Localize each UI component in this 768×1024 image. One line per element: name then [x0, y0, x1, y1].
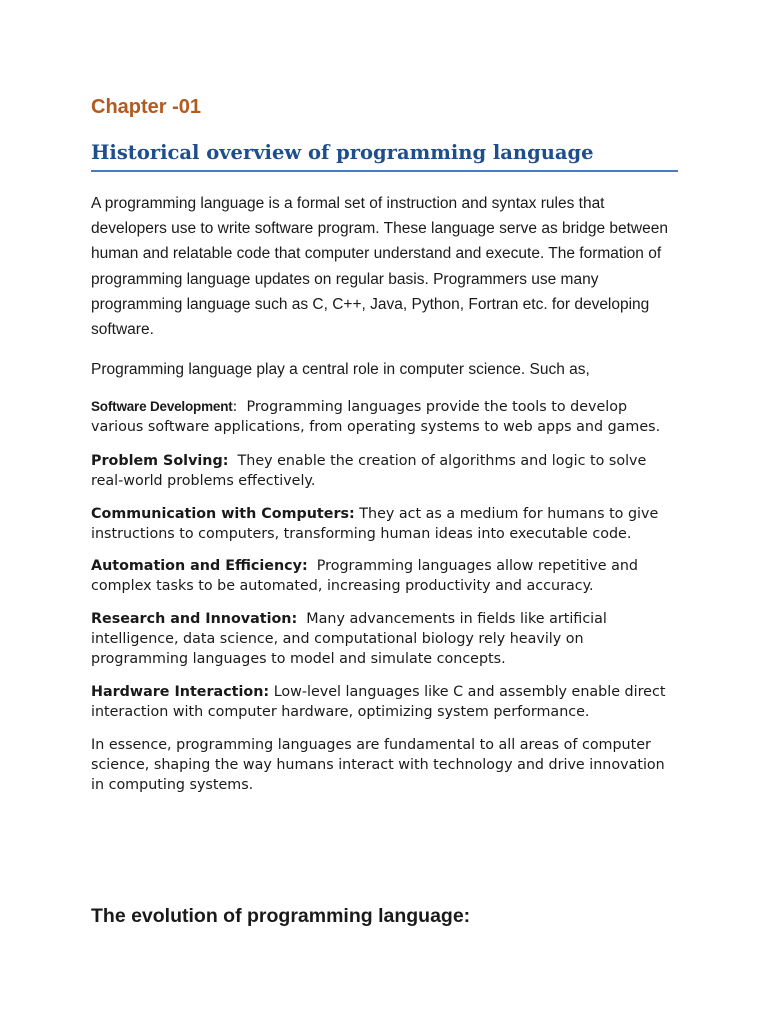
role-term: Software Development: [91, 399, 233, 414]
role-item-software-development: [91, 397, 681, 437]
role-text: Programming languages provide the tools to develop various software applications, from operating systems to web apps and games.: [91, 399, 661, 435]
role-item-communication: [91, 504, 681, 544]
chapter-label: Chapter -01: [91, 96, 202, 118]
role-item-automation: [91, 556, 681, 596]
essence-paragraph: In essence, programming languages are fundamental to all areas of computer science, shaping the way humans interact with technology and drive innovation in computing systems.: [91, 737, 665, 793]
role-term: Communication with Computers:: [91, 506, 355, 522]
lead-sentence: Programming language play a central role in computer science. Such as,: [91, 361, 590, 378]
role-text: They act as a medium for humans to give instructions to computers, transforming human ideas into executable code.: [91, 506, 659, 542]
role-text: They enable the creation of algorithms and logic to solve real-world problems effectively.: [91, 453, 647, 489]
role-term: Automation and Efficiency:: [91, 558, 308, 574]
page-title: Historical overview of programming language: [91, 139, 678, 172]
role-term: Problem Solving:: [91, 453, 229, 469]
intro-paragraph: A programming language is a formal set of instruction and syntax rules that developers use to write software program. These language serve as bridge between human and relatable code that computer understand and execute. The formation of programming language updates on regular basis. Programmers use many programming language such as C, C++, Java, Python, Fortran etc. for developing software.: [91, 195, 668, 339]
role-item-problem-solving: [91, 451, 681, 491]
role-term: Hardware Interaction:: [91, 684, 270, 700]
role-item-hardware: [91, 682, 681, 722]
role-term: Research and Innovation:: [91, 611, 298, 627]
section-heading: The evolution of programming language:: [91, 905, 471, 927]
role-text: Low-level languages like C and assembly enable direct interaction with computer hardware, optimizing system performance.: [91, 684, 666, 720]
role-item-research: [91, 609, 681, 669]
role-text: Programming languages allow repetitive and complex tasks to be automated, increasing productivity and accuracy.: [91, 558, 638, 594]
role-term-separator: :: [232, 399, 238, 415]
role-text: Many advancements in fields like artificial intelligence, data science, and computational biology rely heavily on programming languages to model and simulate concepts.: [91, 611, 607, 667]
